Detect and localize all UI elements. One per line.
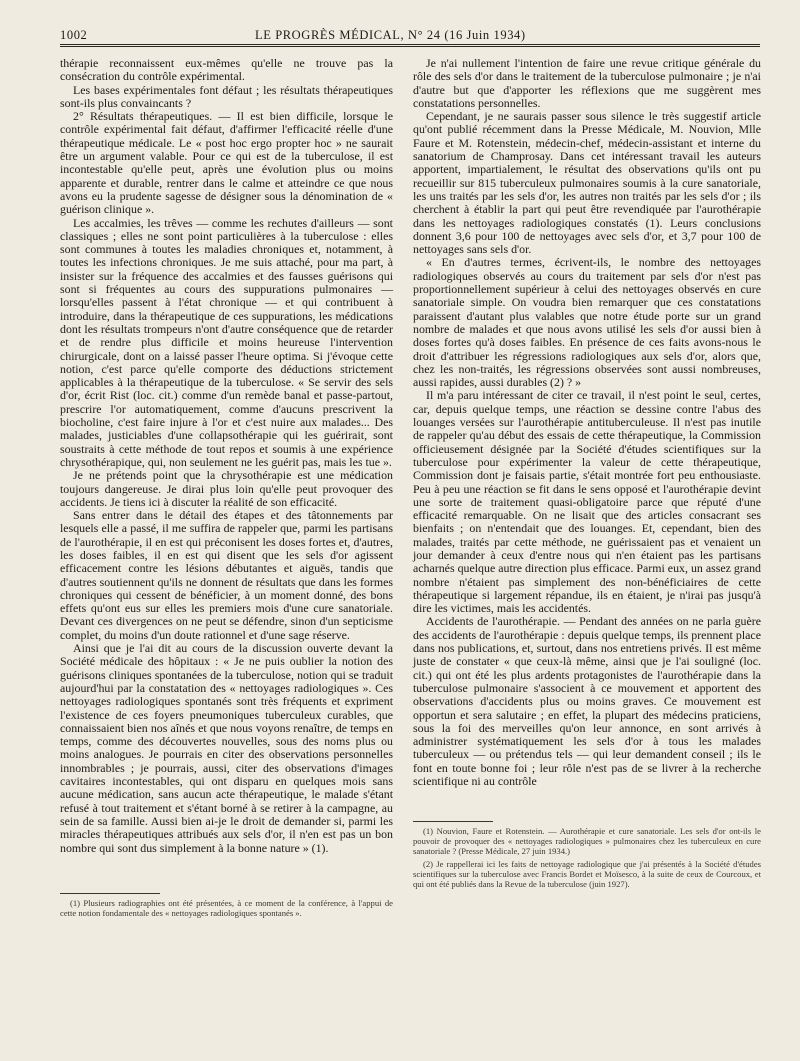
paragraph: 2° Résultats thérapeutiques. — Il est bien difficile, lorsque le contrôle expérimental fait défaut, d'affirmer l'efficacité réelle d'une thérapeutique médicale. Le « post hoc ergo propter hoc » ne saurait être un argument valable. Pour ce qui est de la tuberculose, il est incontestable qu'elle peut, après une évolution plus ou moins apparente et durable, rentrer dans le calme et atteindre ce que nous avons eu la prudente sagesse de désigner sous la dénomination de « guérison clinique ». [60, 109, 393, 217]
paragraph: Accidents de l'aurothérapie. — Pendant des années on ne parla guère des accidents de l'aurothérapie : depuis quelque temps, ils prennent place dans nos publications, et, surtout, dans nos entretiens privés. Il est même juste de constater « que ceux-là même, ainsi que je l'ai souligné (loc. cit.) qui ont été les plus ardents protagonistes de l'aurothérapie dans la tuberculose pulmonaire s'associent à ce mouvement et apportent des observations d'accidents plus ou moins graves. Ce mouvement est opportun et sera salutaire ; en effet, la plupart des médecins praticiens, sous la foi des merveilles qu'on leur annonce, en sont arrivés à administrer systématiquement les sels d'or à tous les malades tuberculeux — ou prétendus tels — qui leur demandent conseil ; ils le font en toute bonne foi ; leur rôle n'est pas de se livrer à la recherche scientifique ni au contrôle [413, 614, 761, 789]
footnotes-left [60, 898, 393, 920]
paragraph: Sans entrer dans le détail des étapes et des tâtonnements par lesquels elle a passé, il me suffira de rappeler que, parmi les partisans de l'aurothérapie, il en est qui préconisent les doses fortes et, d'autres, les doses faibles, il en est qui disent que les sels d'or agissent efficacement contre les lésions débutantes et aiguës, tandis que d'autres soutiennent qu'ils ne donnent de résultats que dans les formes chroniques qui cessent de bénéficier, à un moment donné, des bons effets qu'ont eus sur elles les premiers mois d'une cure sanatoriale. Devant ces divergences on ne peut se défendre, sinon d'un septicisme complet, du moins d'un doute rationnel et d'une sage réserve. [60, 508, 393, 642]
paragraph: Ainsi que je l'ai dit au cours de la discussion ouverte devant la Société médicale des hôpitaux : « Je ne puis oublier la notion des guérisons cliniques spontanées de la tuberculose, notion qui se traduit aujourd'hui par la constatation des « nettoyages radiologiques ». Ces nettoyages radiologiques spontanés sont très fréquents et expriment l'existence de ces foyers pneumoniques tuberculeux curables, que connaissaient bien nos aînés et que nous voyons renaître, de temps en temps, comme des découvertes nouvelles, sous des noms plus ou moins analogues. Je pourrais en citer des observations personnelles innombrables ; je pourrais, aussi, citer des observations d'images cavitaires incontestables, qui ont disparu en quelques mois sans aucune médication, sans aucun acte thérapeutique, le malade s'étant refusé à tout traitement et s'étant borné à se retirer à la campagne, au sein de sa famille. Aussi bien ai-je le droit de demander si, parmi les miracles thérapeutiques attribués aux sels d'or, il n'en est pas un bon nombre qui sont dus simplement à la bonne nature » (1). [60, 641, 393, 855]
right-column [413, 57, 761, 788]
footnote-rule [413, 821, 493, 822]
footnote: (1) Nouvion, Faure et Rotenstein. — Aurothérapie et cure sanatoriale. Les sels d'or ont-ils le pouvoir de provoquer des « nettoyages radiologiques » pulmonaires chez les tuberculeux en cure sanatoriale ? (Presse Médicale, 27 juin 1934.) [413, 826, 761, 857]
footnote-rule [60, 893, 160, 894]
page-number: 1002 [60, 28, 88, 42]
paragraph: Je ne prétends point que la chrysothérapie est une médication toujours dangereuse. Je dirai plus loin qu'elle peut provoquer des accidents. Je tiens ici à discuter la réalité de son efficacité. [60, 468, 393, 509]
paragraph: Cependant, je ne saurais passer sous silence le très suggestif article qu'ont publié récemment dans la Presse Médicale, M. Nouvion, Mlle Faure et M. Rotenstein, médecin-chef, médecin-assistant et interne du sanatorium de Champrosay. Dans cet intéressant travail les auteurs apportent, impartialement, le résultat des observations qu'ils ont pu recueillir sur 815 tuberculeux pulmonaires soumis à la cure sanatoriale, les uns traités par les sels d'or, les autres non traités par les sels d'or ; ils cherchent à établir la part qui peut être revendiquée par l'aurothérapie dans les nettoyages radiologiques constatés (1). Leurs conclusions donnent 3,6 pour 100 de nettoyages avec sels d'or, et 3,7 pour 100 de nettoyages sans sels d'or. [413, 109, 761, 257]
header-rule [60, 44, 760, 47]
paragraph: Je n'ai nullement l'intention de faire une revue critique générale du rôle des sels d'or dans le traitement de la tuberculose pulmonaire ; je n'ai d'autre but que d'apporter les réflexions que me suggèrent mes constatations personnelles. [413, 56, 761, 110]
left-column [60, 57, 393, 855]
paragraph: Les accalmies, les trêves — comme les rechutes d'ailleurs — sont classiques ; elles ne sont point particulières à la tuberculose : elles sont communes à toutes les maladies chroniques et, notamment, à toutes les infections chroniques. Je me suis attaché, pour ma part, à insister sur la fréquence des accalmies et des fausses guérisons qui sont si fréquentes au cours des suppurations pulmonaires — lorsqu'elles passent à l'état chronique — et qui contribuent à introduire, dans la thérapeutique de ces suppurations, les médications dont les résultats trompeurs n'ont d'autre conséquence que de retarder et de rendre plus difficile et moins heureuse l'intervention chirurgicale, dont on a laissé passer l'heure optima. Si j'évoque cette notion, c'est parce qu'elle comporte des déductions strictement applicables à la thérapeutique de la tuberculose. « Se servir des sels d'or, écrit Rist (loc. cit.) comme d'un remède banal et passe-partout, prescrire l'or automatiquement, comme d'aucuns prescrivent la biocholine, c'est faire injure à l'or et c'est nuire aux malades... Des malades, justiciables d'une collapsothérapie qui les guérirait, sont soustraits à cette méthode de tout repos et soumis à une expérience chrysothérapique, qui, non seulement ne les guérit pas, mais les tue ». [60, 215, 393, 469]
paragraph: Les bases expérimentales font défaut ; les résultats thérapeutiques sont-ils plus convaincants ? [60, 82, 393, 110]
paragraph: thérapie reconnaissent eux-mêmes qu'elle ne trouve pas la consécration du contrôle expérimental. [60, 56, 393, 84]
paragraph: Il m'a paru intéressant de citer ce travail, il n'est point le seul, certes, car, depuis quelque temps, une réaction se dessine contre l'abus des louanges versées sur l'aurothérapie antituberculeuse. Il n'est pas inutile de rappeler qu'au début des essais de cette thérapeutique, la Commission officieusement désignée par la Société d'études scientifiques sur la tuberculose pour expérimenter la valeur de cette thérapeutique, Commission dont je faisais partie, s'était montrée fort peu enthousiaste. Peu à peu une réaction se fit dans le sens opposé et l'aurothérapie devint une sorte de traitement quasi-obligatoire parce que réputé d'une efficacité remarquable. On ne lisait que des articles consacrant ses bienfaits ; on n'entendait que des louanges. Et, cependant, bien des malades, traités par cette méthode, ne guérissaient pas et venaient un jour demander à ceux d'entre nous qui n'en étaient pas les partisans acharnés quelque autre direction plus efficace. Parmi eux, un assez grand nombre n'étaient pas simplement des non-bénéficiaires de cette thérapeutique si largement répandue, ils en étaient, je n'irai pas jusqu'à dire les victimes, mais les accidentés. [413, 388, 761, 616]
paragraph: « En d'autres termes, écrivent-ils, le nombre des nettoyages radiologiques observés au cours du traitement par sels d'or n'est pas proportionnellement supérieur à celui des nettoyages observés en cure sanatoriale simple. On voudra bien remarquer que ces constatations paraissent d'autant plus valables que notre étude porte sur un grand nombre de malades et que nous avons utilisé les sels d'or aussi bien à doses fortes qu'à doses faibles. En présence de ces faits avons-nous le droit d'attribuer les régressions radiologiques aux sels d'or, alors que, chez les non-traités, les régressions observées sont aussi nombreuses, aussi rapides, aussi durables (2) ? » [413, 255, 761, 390]
footnote: (1) Plusieurs radiographies ont été présentées, à ce moment de la conférence, à l'appui de cette notion fondamentale des « nettoyages radiologiques spontanés ». [60, 898, 393, 919]
footnotes-right [413, 826, 761, 891]
footnote: (2) Je rappellerai ici les faits de nettoyage radiologique que j'ai présentés à la Société d'études scientifiques sur la tuberculose avec Francis Bordet et Moïsesco, à la suite de ceux de Courcoux, et qui ont été publiés dans la Revue de la tuberculose (juin 1927). [413, 858, 761, 890]
running-title: LE PROGRÈS MÉDICAL, N° 24 (16 Juin 1934) [255, 28, 526, 42]
